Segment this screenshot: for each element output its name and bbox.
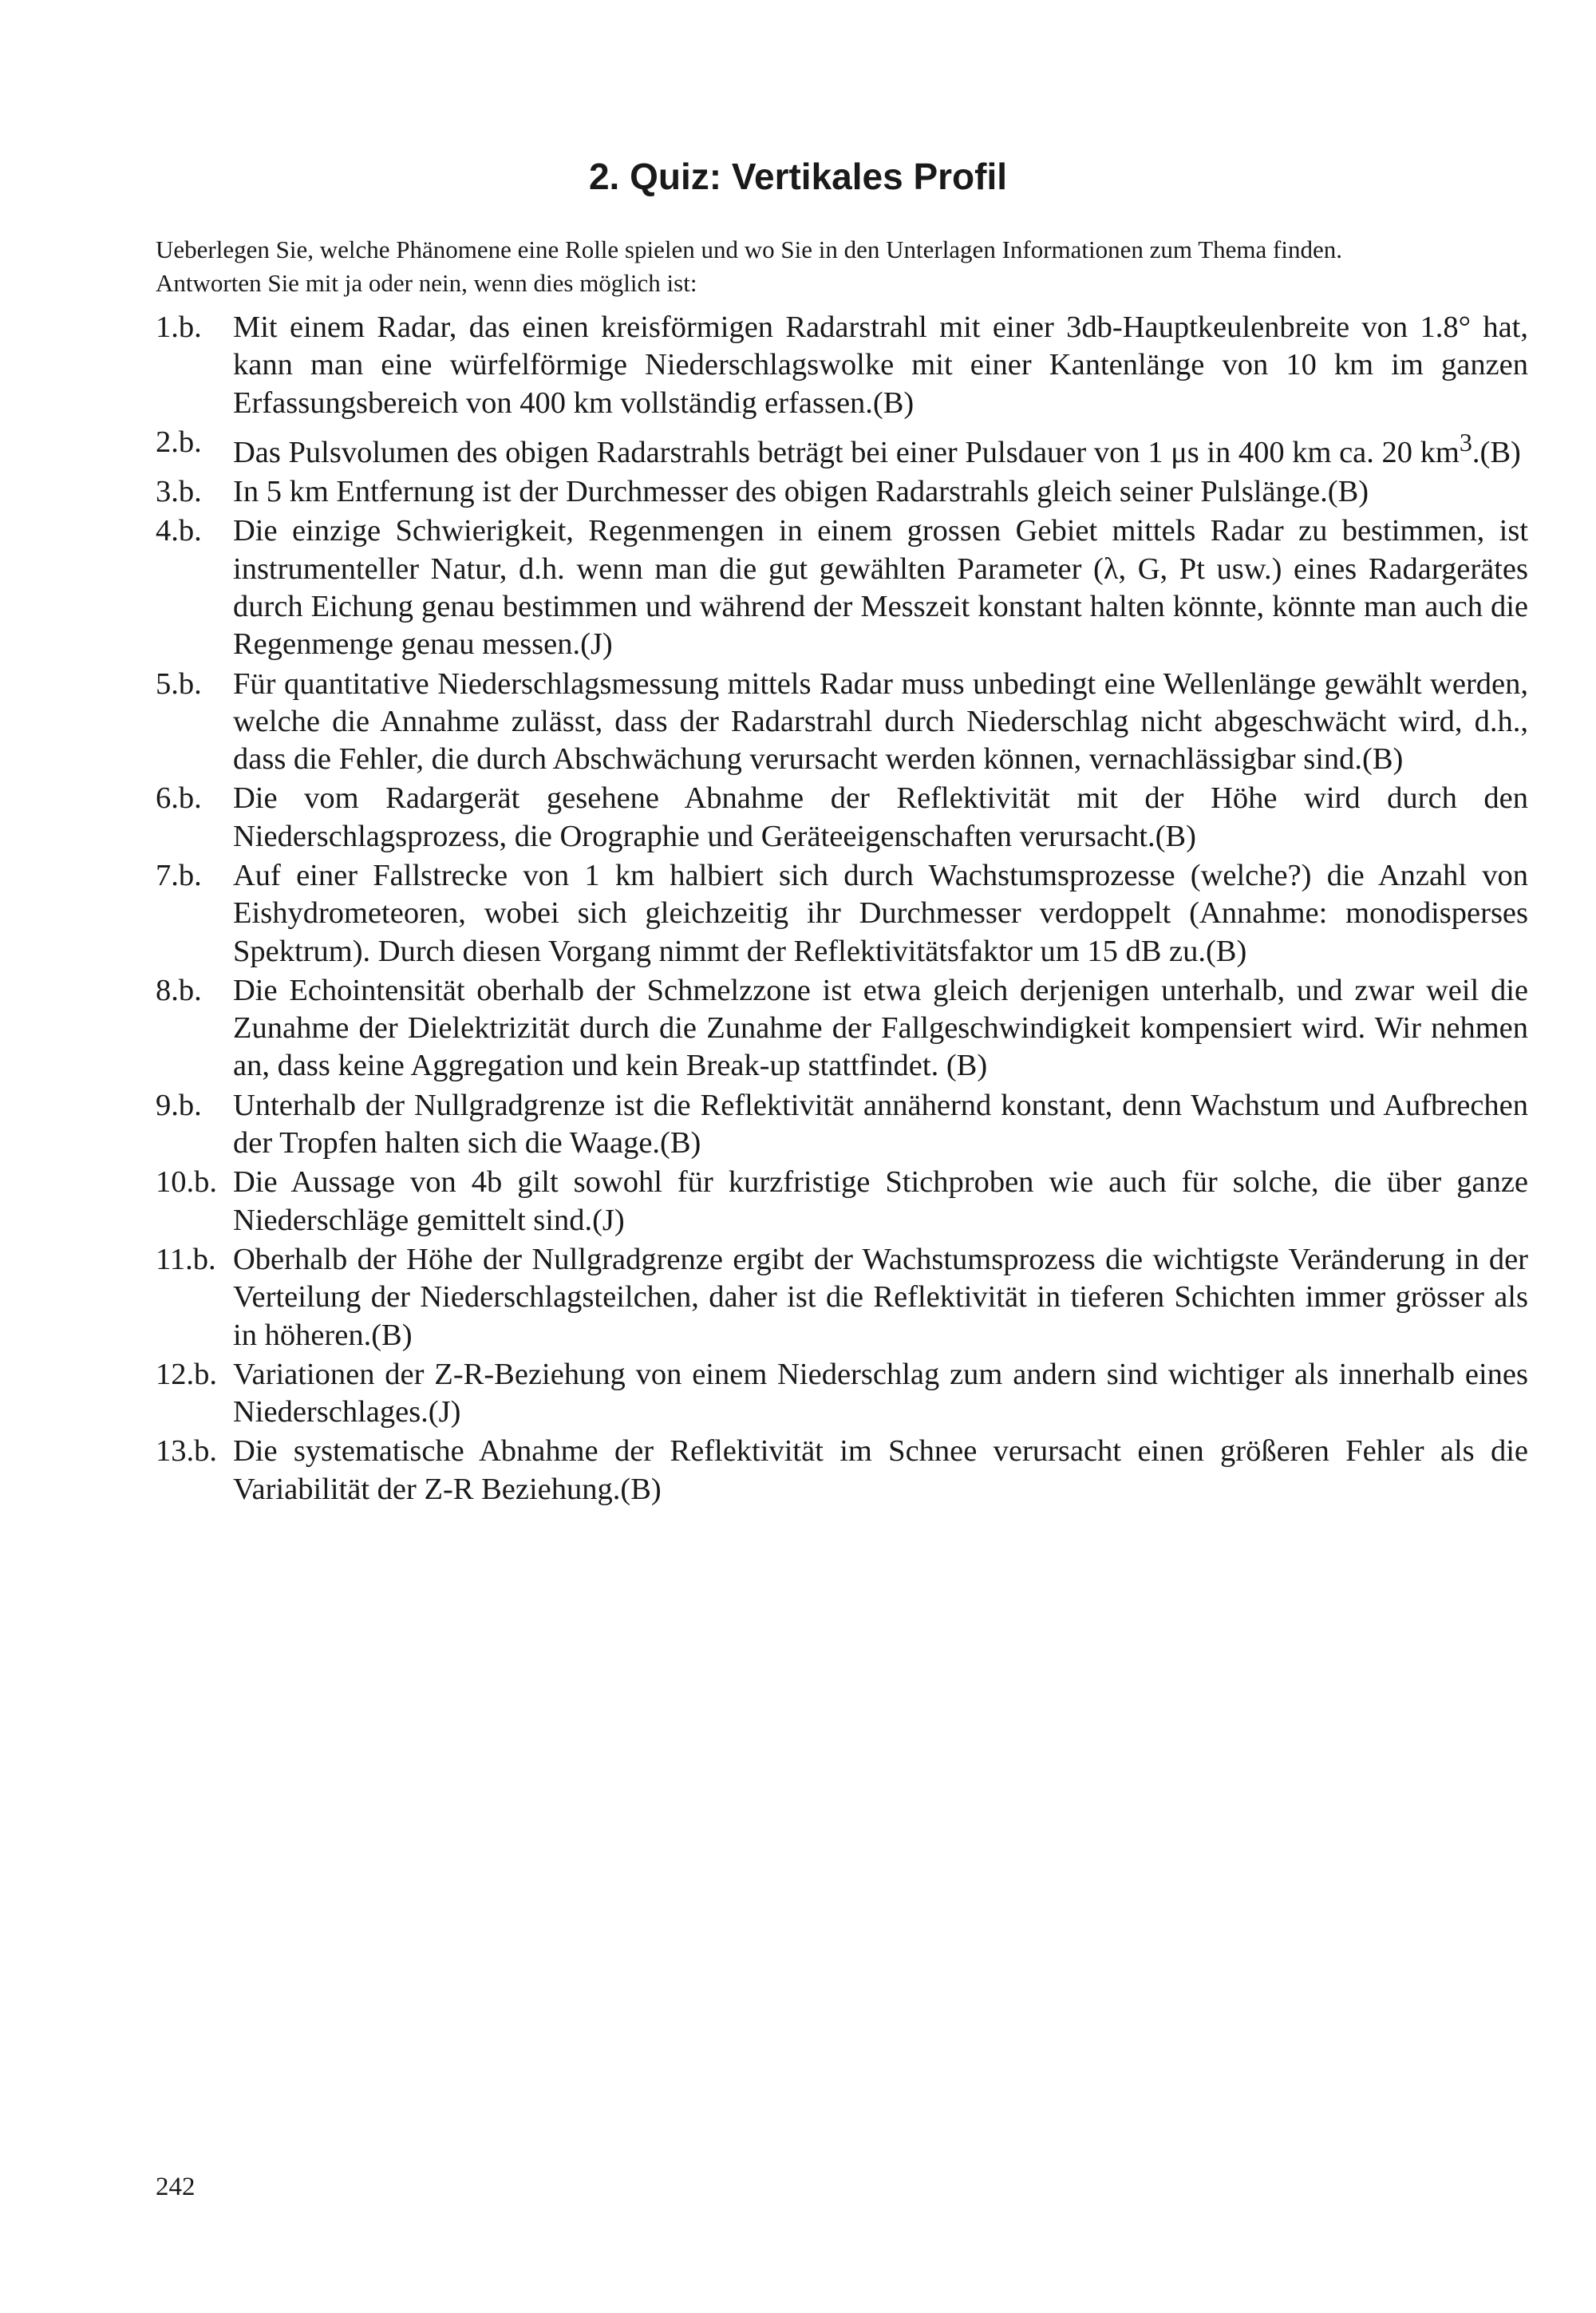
question-text: Die einzige Schwierigkeit, Regenmengen in einem grossen Gebiet mittels Radar zu bestimmen, ist instrumenteller Natur, d.h. wenn man die gut gewählten Parameter (λ, G, Pt usw.) eines Radargerätes durch Eichung genau bestimmen und während der Messzeit konstant halten könnte, könnte man auch die Regenmenge genau messen.(J) xyxy=(233,514,1528,662)
question-number: 6.b. xyxy=(156,781,202,816)
question-text: Die vom Radargerät gesehene Abnahme der Reflektivität mit der Höhe wird durch den Niederschlagsprozess, die Orographie und Geräteeigenschaften verursacht.(B) xyxy=(233,781,1528,853)
question-text: Mit einem Radar, das einen kreisförmigen Radarstrahl mit einer 3db-Hauptkeulenbreite von 1.8° hat, kann man eine würfelförmige Niederschlagswolke mit einer Kantenlänge von 10 km im ganzen Erfassungsbereich von 400 km vollständig erfassen.(B) xyxy=(233,310,1528,420)
question-number: 3.b. xyxy=(156,475,202,509)
quiz-question xyxy=(156,1356,1528,1432)
question-text: Unterhalb der Nullgradgrenze ist die Reflektivität annähernd konstant, denn Wachstum und Aufbrechen der Tropfen halten sich die Waage.(B) xyxy=(233,1088,1528,1160)
question-number: 2.b. xyxy=(156,425,202,459)
quiz-question xyxy=(156,1087,1528,1163)
question-text: Die Aussage von 4b gilt sowohl für kurzfristige Stichproben wie auch für solche, die über ganze Niederschläge gemittelt sind.(J) xyxy=(233,1165,1528,1237)
question-text: Die systematische Abnahme der Reflektivität im Schnee verursacht einen größeren Fehler als die Variabilität der Z-R Beziehung.(B) xyxy=(233,1434,1528,1506)
page-title: 2. Quiz: Vertikales Profil xyxy=(588,156,1008,197)
quiz-question xyxy=(156,1433,1528,1508)
quiz-question xyxy=(156,972,1528,1085)
question-number: 4.b. xyxy=(156,514,202,548)
quiz-question xyxy=(156,512,1528,663)
quiz-question xyxy=(156,1241,1528,1354)
question-text: Oberhalb der Höhe der Nullgradgrenze ergibt der Wachstumsprozess die wichtigste Veränderung in der Verteilung der Niederschlagsteilchen, daher ist die Reflektivität in tieferen Schichten immer grösser als in höheren.(B) xyxy=(233,1242,1528,1352)
question-text xyxy=(233,424,1528,472)
question-text: Für quantitative Niederschlagsmessung mittels Radar muss unbedingt eine Wellenlänge gewählt werden, welche die Annahme zulässt, dass der Radarstrahl durch Niederschlag nicht abgeschwächt wird, d.h., dass die Fehler, die durch Abschwächung verursacht werden können, vernachlässigbar sind.(B) xyxy=(233,666,1528,777)
quiz-question xyxy=(156,780,1528,856)
question-number: 12.b. xyxy=(156,1357,217,1391)
quiz-question xyxy=(156,666,1528,779)
quiz-question xyxy=(156,1164,1528,1240)
question-number: 11.b. xyxy=(156,1242,216,1276)
instruction-line: Antworten Sie mit ja oder nein, wenn dies möglich ist: xyxy=(156,269,697,297)
instruction-line: Ueberlegen Sie, welche Phänomene eine Rolle spielen und wo Sie in den Unterlagen Informationen zum Thema finden. xyxy=(156,235,1342,263)
question-number: 9.b. xyxy=(156,1088,202,1122)
page-number: 242 xyxy=(156,2173,196,2201)
question-text: In 5 km Entfernung ist der Durchmesser des obigen Radarstrahls gleich seiner Pulslänge.(B) xyxy=(233,475,1369,509)
question-text: Die Echointensität oberhalb der Schmelzzone ist etwa gleich derjenigen unterhalb, und zwar weil die Zunahme der Dielektrizität durch die Zunahme der Fallgeschwindigkeit kompensiert wird. Wir nehmen an, dass keine Aggregation und kein Break-up stattfindet. (B) xyxy=(233,973,1528,1083)
question-text: Variationen der Z-R-Beziehung von einem Niederschlag zum andern sind wichtiger als innerhalb eines Niederschlages.(J) xyxy=(233,1357,1528,1429)
cubic-superscript: 3 xyxy=(1459,427,1472,457)
quiz-question xyxy=(156,309,1528,422)
question-number: 5.b. xyxy=(156,666,202,701)
question-number: 1.b. xyxy=(156,310,202,344)
question-number: 13.b. xyxy=(156,1434,217,1469)
quiz-instructions xyxy=(156,233,1528,300)
quiz-question xyxy=(156,473,1528,511)
question-text: Auf einer Fallstrecke von 1 km halbiert sich durch Wachstumsprozesse (welche?) die Anzahl von Eishydrometeoren, wobei sich gleichzeitig ihr Durchmesser verdoppelt (Annahme: monodisperses Spektrum). Durch diesen Vorgang nimmt der Reflektivitätsfaktor um 15 dB zu.(B) xyxy=(233,858,1528,968)
question-number: 7.b. xyxy=(156,858,202,892)
quiz-question xyxy=(156,857,1528,971)
quiz-question-list xyxy=(156,309,1528,1510)
quiz-question xyxy=(156,424,1528,472)
question-text-main: Das Pulsvolumen des obigen Radarstrahls beträgt bei einer Pulsdauer von 1 μs in 400 km ca. 20 km xyxy=(233,435,1460,469)
question-number: 8.b. xyxy=(156,973,202,1007)
question-text-end: .(B) xyxy=(1472,435,1521,469)
question-number: 10.b. xyxy=(156,1165,217,1200)
